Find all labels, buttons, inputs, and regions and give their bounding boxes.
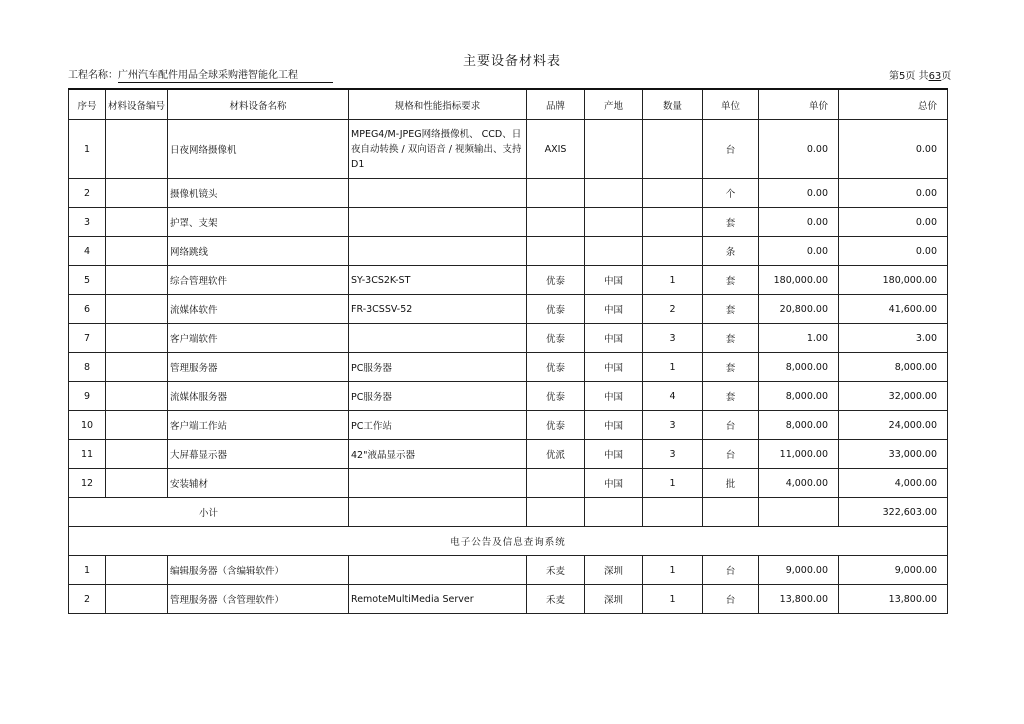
header-origin: 产地	[585, 89, 643, 120]
cell-origin	[585, 208, 643, 237]
cell-seq: 8	[69, 353, 106, 382]
cell-price: 1.00	[759, 324, 839, 353]
table-row	[69, 120, 948, 179]
table-row	[69, 353, 948, 382]
cell-qty: 1	[643, 556, 703, 585]
cell-price: 4,000.00	[759, 469, 839, 498]
cell-qty: 1	[643, 469, 703, 498]
page-number: 5	[899, 71, 906, 82]
cell-unit: 套	[703, 324, 759, 353]
cell-price: 8,000.00	[759, 382, 839, 411]
table-row	[69, 440, 948, 469]
cell-spec	[349, 556, 527, 585]
cell-seq: 3	[69, 208, 106, 237]
cell-seq: 1	[69, 556, 106, 585]
cell-name: 大屏幕显示器	[168, 440, 349, 469]
header-unit: 单位	[703, 89, 759, 120]
table-row	[69, 266, 948, 295]
cell-code	[106, 120, 168, 179]
project-name-line	[68, 66, 333, 83]
subtotal-row	[69, 498, 948, 527]
cell-origin: 深圳	[585, 585, 643, 614]
table-row	[69, 556, 948, 585]
cell-seq: 9	[69, 382, 106, 411]
cell-price: 8,000.00	[759, 411, 839, 440]
table-row	[69, 295, 948, 324]
table-row	[69, 179, 948, 208]
cell-brand: 禾麦	[527, 585, 585, 614]
cell-code	[106, 585, 168, 614]
cell-price: 0.00	[759, 120, 839, 179]
cell-origin: 中国	[585, 295, 643, 324]
cell-total: 9,000.00	[839, 556, 948, 585]
cell-seq: 5	[69, 266, 106, 295]
cell-name: 网络跳线	[168, 237, 349, 266]
cell-total: 0.00	[839, 179, 948, 208]
cell-qty: 1	[643, 266, 703, 295]
page-mid: 页 共	[905, 71, 929, 82]
cell-qty	[643, 208, 703, 237]
cell-total: 0.00	[839, 120, 948, 179]
cell-price: 0.00	[759, 208, 839, 237]
cell-unit	[703, 498, 759, 527]
cell-origin	[585, 120, 643, 179]
cell-origin: 中国	[585, 440, 643, 469]
cell-spec: RemoteMultiMedia Server	[349, 585, 527, 614]
page-prefix: 第	[889, 71, 899, 82]
cell-origin: 深圳	[585, 556, 643, 585]
cell-qty: 1	[643, 585, 703, 614]
header-qty: 数量	[643, 89, 703, 120]
cell-spec	[349, 324, 527, 353]
cell-spec: SY-3CS2K-ST	[349, 266, 527, 295]
cell-unit: 套	[703, 208, 759, 237]
cell-unit: 台	[703, 556, 759, 585]
cell-origin: 中国	[585, 382, 643, 411]
cell-spec: MPEG4/M-JPEG网络摄像机、 CCD、日夜自动转换 / 双向语音 / 视频输出、支持 D1	[349, 120, 527, 179]
cell-seq: 2	[69, 585, 106, 614]
header-price: 单价	[759, 89, 839, 120]
cell-seq: 10	[69, 411, 106, 440]
cell-spec: 42"液晶显示器	[349, 440, 527, 469]
cell-spec	[349, 179, 527, 208]
cell-total: 32,000.00	[839, 382, 948, 411]
project-label: 工程名称：	[68, 70, 118, 81]
cell-spec	[349, 237, 527, 266]
cell-name: 流媒体软件	[168, 295, 349, 324]
cell-code	[106, 266, 168, 295]
cell-brand: 禾麦	[527, 556, 585, 585]
cell-origin: 中国	[585, 266, 643, 295]
cell-code	[106, 440, 168, 469]
cell-brand	[527, 498, 585, 527]
cell-spec: FR-3CSSV-52	[349, 295, 527, 324]
cell-seq: 12	[69, 469, 106, 498]
cell-brand: 优派	[527, 440, 585, 469]
cell-brand: 优泰	[527, 353, 585, 382]
cell-origin: 中国	[585, 324, 643, 353]
cell-total: 33,000.00	[839, 440, 948, 469]
cell-code	[106, 469, 168, 498]
subtotal-total: 322,603.00	[839, 498, 948, 527]
cell-seq: 2	[69, 179, 106, 208]
cell-origin: 中国	[585, 469, 643, 498]
cell-code	[106, 179, 168, 208]
cell-seq: 11	[69, 440, 106, 469]
cell-code	[106, 353, 168, 382]
cell-name: 日夜网络摄像机	[168, 120, 349, 179]
table-row	[69, 208, 948, 237]
table-row	[69, 382, 948, 411]
cell-name: 编辑服务器（含编辑软件）	[168, 556, 349, 585]
cell-brand	[527, 179, 585, 208]
cell-origin: 中国	[585, 353, 643, 382]
cell-spec	[349, 469, 527, 498]
cell-unit: 台	[703, 585, 759, 614]
cell-unit: 个	[703, 179, 759, 208]
cell-total: 4,000.00	[839, 469, 948, 498]
table-row	[69, 585, 948, 614]
cell-price: 11,000.00	[759, 440, 839, 469]
header-row	[69, 89, 948, 120]
table-row	[69, 324, 948, 353]
section-title: 电子公告及信息查询系统	[69, 527, 948, 556]
cell-price: 9,000.00	[759, 556, 839, 585]
cell-seq: 6	[69, 295, 106, 324]
cell-brand	[527, 469, 585, 498]
cell-seq: 4	[69, 237, 106, 266]
cell-name: 流媒体服务器	[168, 382, 349, 411]
cell-total: 3.00	[839, 324, 948, 353]
table-row	[69, 469, 948, 498]
cell-origin	[585, 179, 643, 208]
cell-brand: AXIS	[527, 120, 585, 179]
cell-code	[106, 324, 168, 353]
cell-unit: 套	[703, 295, 759, 324]
cell-price: 0.00	[759, 179, 839, 208]
cell-qty: 3	[643, 411, 703, 440]
cell-name: 客户端软件	[168, 324, 349, 353]
cell-unit: 套	[703, 266, 759, 295]
cell-seq: 7	[69, 324, 106, 353]
cell-unit: 台	[703, 411, 759, 440]
cell-total: 180,000.00	[839, 266, 948, 295]
table-row	[69, 237, 948, 266]
cell-brand	[527, 208, 585, 237]
cell-brand: 优泰	[527, 266, 585, 295]
cell-origin	[585, 498, 643, 527]
section-row	[69, 527, 948, 556]
page-suffix: 页	[941, 71, 952, 82]
cell-total: 24,000.00	[839, 411, 948, 440]
header-seq: 序号	[69, 89, 106, 120]
cell-code	[106, 382, 168, 411]
cell-total: 13,800.00	[839, 585, 948, 614]
cell-unit: 批	[703, 469, 759, 498]
cell-price: 13,800.00	[759, 585, 839, 614]
cell-code	[106, 411, 168, 440]
cell-qty	[643, 498, 703, 527]
cell-unit: 套	[703, 382, 759, 411]
cell-code	[106, 295, 168, 324]
cell-origin: 中国	[585, 411, 643, 440]
cell-unit: 台	[703, 120, 759, 179]
cell-code	[106, 237, 168, 266]
cell-price: 8,000.00	[759, 353, 839, 382]
cell-qty: 4	[643, 382, 703, 411]
cell-unit: 台	[703, 440, 759, 469]
cell-unit: 条	[703, 237, 759, 266]
cell-name: 护罩、支架	[168, 208, 349, 237]
cell-spec	[349, 208, 527, 237]
cell-total: 0.00	[839, 237, 948, 266]
cell-price: 180,000.00	[759, 266, 839, 295]
cell-code	[106, 208, 168, 237]
cell-name: 客户端工作站	[168, 411, 349, 440]
cell-qty: 3	[643, 440, 703, 469]
page-info	[889, 67, 951, 82]
cell-brand: 优泰	[527, 324, 585, 353]
cell-origin	[585, 237, 643, 266]
header-spec: 规格和性能指标要求	[349, 89, 527, 120]
cell-qty: 1	[643, 353, 703, 382]
cell-spec: PC工作站	[349, 411, 527, 440]
cell-price	[759, 498, 839, 527]
cell-brand: 优泰	[527, 411, 585, 440]
cell-name: 管理服务器	[168, 353, 349, 382]
cell-spec: PC服务器	[349, 382, 527, 411]
cell-brand: 优泰	[527, 382, 585, 411]
header-brand: 品牌	[527, 89, 585, 120]
subtotal-label: 小计	[69, 498, 349, 527]
cell-name: 摄像机镜头	[168, 179, 349, 208]
cell-qty: 3	[643, 324, 703, 353]
cell-total: 8,000.00	[839, 353, 948, 382]
cell-spec	[349, 498, 527, 527]
cell-unit: 套	[703, 353, 759, 382]
page-title: 主要设备材料表	[462, 54, 561, 69]
cell-code	[106, 556, 168, 585]
cell-brand	[527, 237, 585, 266]
cell-qty	[643, 120, 703, 179]
cell-qty: 2	[643, 295, 703, 324]
cell-name: 综合管理软件	[168, 266, 349, 295]
cell-price: 20,800.00	[759, 295, 839, 324]
page-total: 63	[928, 71, 942, 82]
cell-brand: 优泰	[527, 295, 585, 324]
table-row	[69, 411, 948, 440]
materials-table	[68, 88, 948, 614]
cell-spec: PC服务器	[349, 353, 527, 382]
cell-name: 安装辅材	[168, 469, 349, 498]
cell-name: 管理服务器（含管理软件）	[168, 585, 349, 614]
cell-total: 41,600.00	[839, 295, 948, 324]
cell-seq: 1	[69, 120, 106, 179]
cell-qty	[643, 237, 703, 266]
header-name: 材料设备名称	[168, 89, 349, 120]
header-code: 材料设备编号	[106, 89, 168, 120]
header-total: 总价	[839, 89, 948, 120]
cell-total: 0.00	[839, 208, 948, 237]
cell-qty	[643, 179, 703, 208]
cell-price: 0.00	[759, 237, 839, 266]
project-name: 广州汽车配件用品全球采购港智能化工程	[118, 66, 333, 83]
